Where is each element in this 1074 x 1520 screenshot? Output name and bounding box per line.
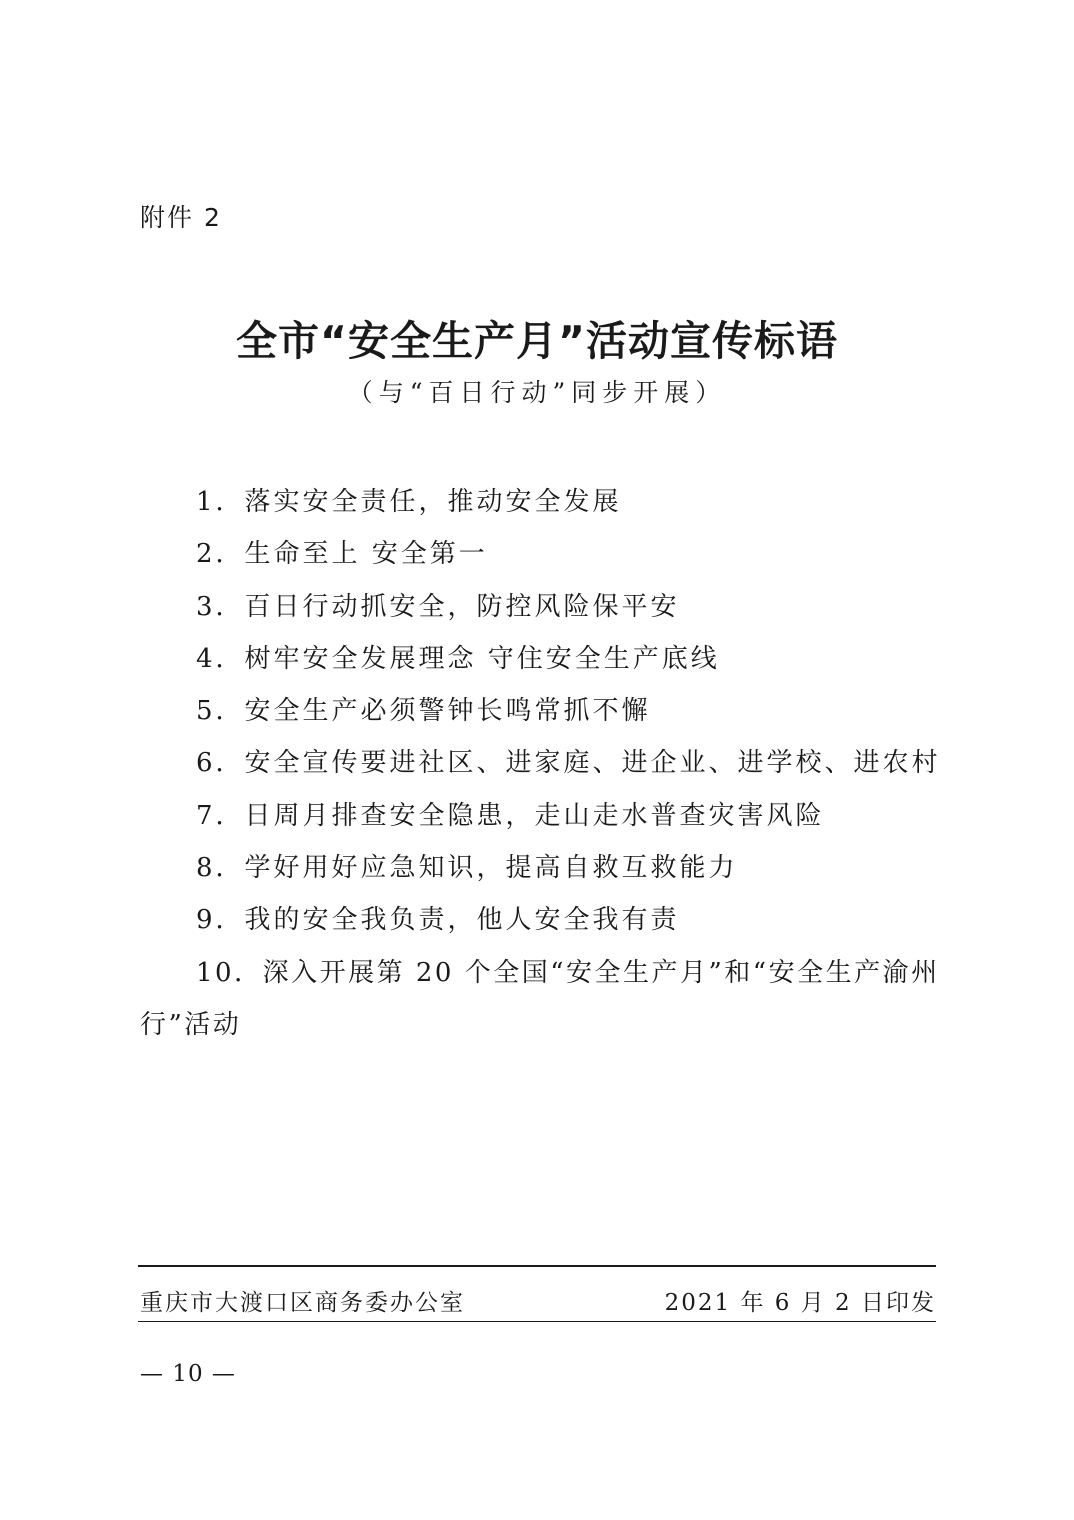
slogan-item: 7．日周月排查安全隐患，走山走水普查灾害风险 bbox=[196, 800, 825, 831]
issuing-office: 重庆市大渡口区商务委办公室 bbox=[140, 1290, 465, 1316]
slogan-item: 8．学好用好应急知识，提高自救互救能力 bbox=[196, 853, 738, 884]
slogan-item: 1．落实安全责任，推动安全发展 bbox=[196, 487, 622, 517]
slogan-list bbox=[140, 476, 940, 1051]
slogan-item: 10．深入开展第 20 个全国“安全生产月”和“安全生产渝州行”活动 bbox=[140, 957, 940, 1040]
page-number: — 10 — bbox=[140, 1361, 236, 1387]
footer-divider-top bbox=[138, 1265, 936, 1267]
slogan-item: 4．树牢安全发展理念 守住安全生产底线 bbox=[196, 643, 720, 674]
document-title: 全市“安全生产月”活动宣传标语 bbox=[236, 317, 838, 365]
slogan-item: 9．我的安全我负责，他人安全我有责 bbox=[196, 905, 680, 936]
slogan-item: 5．安全生产必须警钟长鸣常抓不懈 bbox=[196, 696, 651, 727]
slogan-item: 6．安全宣传要进社区、进家庭、进企业、进学校、进农村 bbox=[196, 748, 941, 779]
footer-divider-bottom bbox=[138, 1321, 936, 1322]
attachment-label: 附件 2 bbox=[140, 203, 222, 232]
slogan-item: 3．百日行动抓安全，防控风险保平安 bbox=[196, 591, 680, 622]
slogan-item: 2．生命至上 安全第一 bbox=[196, 539, 488, 570]
issue-date: 2021 年 6 月 2 日印发 bbox=[664, 1290, 936, 1316]
document-subtitle: （与“百日行动”同步开展） bbox=[347, 378, 727, 407]
